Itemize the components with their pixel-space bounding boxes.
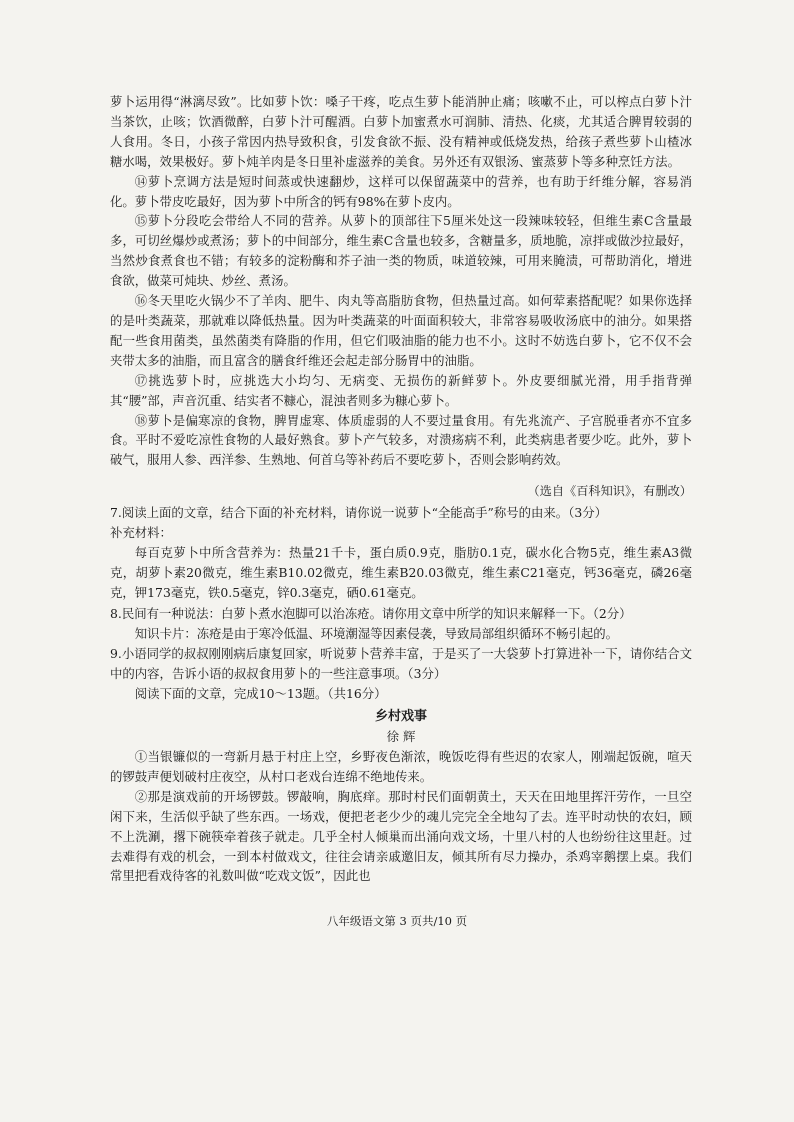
paragraph-13: 萝卜运用得“淋漓尽致”。比如萝卜饮：嗓子干疼，吃点生萝卜能消肿止痛；咳嗽不止，可以榨点白萝卜汁当茶饮，止咳；饮酒微醉，白萝卜汁可醒酒。白萝卜加蜜煮水可润肺、清热、化痰，尤其适合脾胃较弱的人食用。冬日，小孩子常因内热导致积食，引发食欲不振、没有精神或低烧发热，给孩子煮些萝卜山楂冰糖水喝，效果极好。萝卜炖羊肉是冬日里补虚滋养的美食。另外还有双银汤、蜜蒸萝卜等多种烹饪方法。 xyxy=(110,94,692,169)
question-8: 8.民间有一种说法：白萝卜煮水泡脚可以治冻疮。请你用文章中所学的知识来解释一下。（2分） xyxy=(110,605,632,621)
article-paragraph-2: ②那是演戏前的开场锣鼓。锣敲响，胸底痒。那时村民们面朝黄土，天天在田地里挥汗劳作，一旦空闲下来，生活似乎缺了些东西。一场戏，便把老老少少的魂儿完完全全地勾了去。连平时动快的农妇，顾不上洗涮，撂下碗筷牵着孩子就走。几乎全村人倾巢而出涌向戏文场，十里八村的人也纷纷往这里赶。过去难得有戏的机会，一到本村做戏文，往往会请亲戚邀旧友，倾其所有尽力操办，杀鸡宰鹅摆上桌。我们常里把看戏待客的礼数叫做“吃戏文饭”，因此也 xyxy=(110,788,692,884)
paragraph-15: ⑮萝卜分段吃会带给人不同的营养。从萝卜的顶部往下5厘米处这一段辣味较轻，但维生素C含量最多，可切丝爆炒或煮汤；萝卜的中间部分，维生素C含量也较多，含糖量多，质地脆，凉拌或做沙拉最好，当然炒食煮食也不错；有较多的淀粉酶和芥子油一类的物质，味道较辣，可用来腌渍，可帮助消化，增进食欲，做菜可炖块、炒丝、煮汤。 xyxy=(110,213,692,289)
reading-intro: 阅读下面的文章，完成10～13题。（共16分） xyxy=(134,686,387,702)
page-footer: 八年级语文第 3 页共/10 页 xyxy=(326,914,468,928)
question-9: 9.小语同学的叔叔刚刚病后康复回家，听说萝卜营养丰富，于是买了一大袋萝卜打算进补一下，请你结合文中的内容，告诉小语的叔叔食用萝卜的一些注意事项。（3分） xyxy=(110,646,692,682)
supplement-text: 每百克萝卜中所含营养为：热量21千卡，蛋白质0.9克，脂肪0.1克，碳水化合物5克，维生素A3微克，胡萝卜素20微克，维生素B10.02微克，维生素B20.03微克，维生素C21毫克，钙36毫克，磷26毫克，钾173毫克，铁0.5毫克，锌0.3毫克，硒0.61毫克。 xyxy=(110,544,692,600)
paragraph-17: ⑰挑选萝卜时，应挑选大小均匀、无病变、无损伤的新鲜萝卜。外皮要细腻光滑，用手指背弹其“腰”部，声音沉重、结实者不糠心，混浊者则多为糠心萝卜。 xyxy=(110,372,692,408)
source-citation: （选自《百科知识》，有删改） xyxy=(527,484,692,499)
paragraph-16: ⑯冬天里吃火锅少不了羊肉、肥牛、肉丸等高脂肪食物，但热量过高。如何荤素搭配呢？如果你选择的是叶类蔬菜，那就难以降低热量。因为叶类蔬菜的叶面面积较大，非常容易吸收汤底中的油分。如果搭配一些食用菌类，虽然菌类有降脂的作用，但它们吸油脂的能力也不小。这时不妨选白萝卜，它不仅不会夹带太多的油脂，而且富含的膳食纤维还会起走部分肠胃中的油脂。 xyxy=(110,293,692,368)
article-paragraph-1: ①当银镰似的一弯新月悬于村庄上空，乡野夜色渐浓，晚饭吃得有些迟的农家人，刚端起饭碗，喧天的锣鼓声便划破村庄夜空，从村口老戏台连绵不绝地传来。 xyxy=(110,749,692,784)
knowledge-card: 知识卡片：冻疮是由于寒冷低温、环境潮湿等因素侵袭，导致局部组织循环不畅引起的。 xyxy=(134,625,619,641)
document-body xyxy=(110,92,692,886)
question-7: 7.阅读上面的文章，结合下面的补充材料，请你说一说萝卜“全能高手”称号的由来。（3分） xyxy=(110,505,608,521)
paragraph-18: ⑱萝卜是偏寒凉的食物，脾胃虚寒、体质虚弱的人不要过量食用。有先兆流产、子宫脱垂者亦不宜多食。平时不爱吃凉性食物的人最好熟食。萝卜产气较多，对溃疡病不利，此类病患者要少吃。此外，萝卜破气，服用人参、西洋参、生熟地、何首乌等补药后不要吃萝卜，否则会影响药效。 xyxy=(110,412,692,468)
article-author: 徐 辉 xyxy=(386,729,416,745)
article-title: 乡村戏事 xyxy=(374,709,427,725)
supplement-label: 补充材料： xyxy=(110,525,172,541)
paragraph-14: ⑭萝卜烹调方法是短时间蒸或快速翻炒，这样可以保留蔬菜中的营养，也有助于纤维分解，容易消化。萝卜带皮吃最好，因为萝卜中所含的钙有98%在萝卜皮内。 xyxy=(110,173,692,209)
